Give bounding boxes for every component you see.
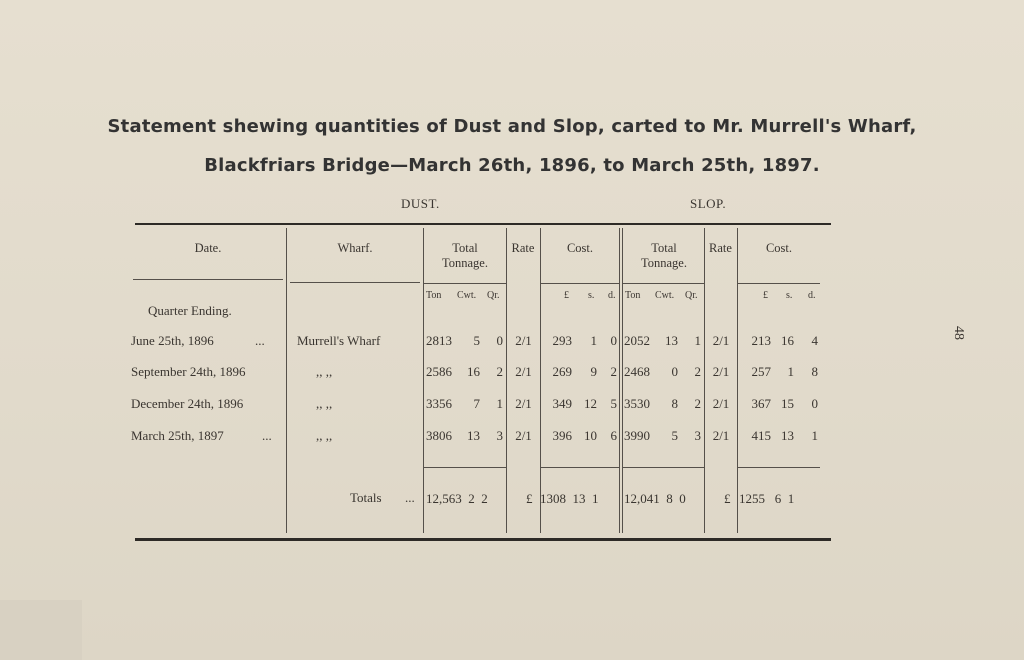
header-wharf: Wharf. — [337, 241, 373, 255]
wharf-header-underline — [290, 282, 420, 283]
slop-qr: 3 — [694, 428, 701, 443]
dust-shillings: 9 — [590, 364, 597, 379]
dust-qr: 3 — [496, 428, 503, 443]
row-wharf: ,, ,, — [316, 364, 333, 379]
row-date: September 24th, 1896 — [131, 364, 246, 379]
row-wharf: ,, ,, — [316, 396, 333, 411]
slop-cwt: 8 — [671, 396, 678, 411]
slop-shillings: 13 — [781, 428, 794, 443]
row-date: June 25th, 1896 — [131, 333, 214, 348]
date-header-underline — [133, 279, 283, 280]
title-line-2: Blackfriars Bridge—March 26th, 1896, to March 25th, 1897. — [204, 155, 820, 176]
dust-qr: 1 — [496, 396, 503, 411]
dust-total-pound-sign: £ — [526, 491, 533, 506]
slop-shillings: 16 — [781, 333, 794, 348]
slop-pence: 4 — [811, 333, 818, 348]
slop-shillings: 15 — [781, 396, 794, 411]
slop-total-cost: 1255 6 1 — [739, 491, 795, 506]
dust-pounds: 293 — [552, 333, 572, 348]
dust-pound-subhead: £ — [564, 290, 569, 301]
slop-ton: 3530 — [624, 396, 650, 411]
slop-pence: 1 — [811, 428, 818, 443]
header-dust-tonnage: Total Tonnage. — [442, 241, 488, 270]
divider-date-wharf — [286, 228, 287, 533]
slop-pounds: 257 — [751, 364, 771, 379]
dust-cwt: 7 — [473, 396, 480, 411]
dust-d-subhead: d. — [608, 290, 616, 301]
dust-pounds: 269 — [552, 364, 572, 379]
dust-shillings: 1 — [590, 333, 597, 348]
slop-cwt: 13 — [665, 333, 678, 348]
slop-ton: 3990 — [624, 428, 650, 443]
slop-qr: 1 — [694, 333, 701, 348]
slop-pence: 8 — [811, 364, 818, 379]
dust-cost-total-rule — [541, 467, 619, 468]
slop-rate: 2/1 — [712, 333, 730, 348]
divider-dust-slop-2 — [622, 228, 623, 533]
dust-ton: 3806 — [426, 428, 452, 443]
row-leader-dots: ... — [255, 333, 265, 348]
divider-slop-rate-cost — [737, 228, 738, 533]
dust-rate: 2/1 — [515, 396, 532, 411]
slop-ton-subhead: Ton — [625, 290, 641, 301]
title-line-1: Statement shewing quantities of Dust and Slop, carted to Mr. Murrell's Wharf, — [107, 116, 917, 137]
table-bottom-rule — [135, 538, 831, 541]
dust-pence: 5 — [610, 396, 617, 411]
row-leader-dots: ... — [262, 428, 272, 443]
slop-pence: 0 — [811, 396, 818, 411]
row-wharf: Murrell's Wharf — [297, 333, 381, 348]
slop-tonnage-underline — [623, 283, 704, 284]
dust-cwt: 5 — [473, 333, 480, 348]
dust-qr-subhead: Qr. — [487, 290, 500, 301]
slop-cwt-subhead: Cwt. — [655, 290, 675, 301]
dust-qr: 0 — [496, 333, 503, 348]
slop-pounds: 415 — [751, 428, 771, 443]
dust-total-cost: 1308 13 1 — [540, 491, 599, 506]
slop-rate: 2/1 — [712, 396, 730, 411]
divider-slop-rate — [704, 228, 705, 533]
dust-cwt-subhead: Cwt. — [457, 290, 477, 301]
slop-rate: 2/1 — [712, 364, 730, 379]
dust-shillings: 12 — [584, 396, 597, 411]
page-number: 48 — [951, 326, 966, 340]
slop-pounds: 213 — [751, 333, 771, 348]
header-dust-rate: Rate — [511, 241, 535, 255]
slop-section-heading: SLOP. — [690, 196, 727, 211]
dust-qr: 2 — [496, 364, 503, 379]
dust-ton: 2586 — [426, 364, 452, 379]
slop-cost-total-rule — [738, 467, 820, 468]
dust-ton: 2813 — [426, 333, 452, 348]
totals-leader-dots: ... — [405, 490, 415, 505]
header-date: Date. — [194, 241, 222, 255]
slop-cwt: 5 — [671, 428, 678, 443]
dust-rate: 2/1 — [515, 428, 532, 443]
header-dust-cost: Cost. — [566, 241, 594, 255]
dust-ton-subhead: Ton — [426, 290, 442, 301]
dust-pounds: 396 — [552, 428, 572, 443]
divider-dust-rate-cost — [540, 228, 541, 533]
paper-corner — [0, 600, 82, 660]
slop-rate: 2/1 — [712, 428, 730, 443]
table-top-rule — [135, 223, 831, 225]
slop-cwt: 0 — [671, 364, 678, 379]
row-date: March 25th, 1897 — [131, 428, 224, 443]
row-wharf: ,, ,, — [316, 428, 333, 443]
dust-ton: 3356 — [426, 396, 452, 411]
dust-rate: 2/1 — [515, 333, 532, 348]
dust-cost-underline — [541, 283, 619, 284]
dust-total-tonnage: 12,563 2 2 — [426, 491, 488, 506]
slop-total-pound-sign: £ — [724, 491, 731, 506]
divider-dust-rate — [506, 228, 507, 533]
dust-pence: 2 — [610, 364, 617, 379]
header-slop-tonnage: Total Tonnage. — [641, 241, 687, 270]
slop-cost-underline — [738, 283, 820, 284]
dust-section-heading: DUST. — [401, 196, 440, 211]
dust-cwt: 13 — [467, 428, 480, 443]
slop-tonnage-total-rule — [623, 467, 704, 468]
dust-shillings: 10 — [584, 428, 597, 443]
dust-pounds: 349 — [552, 396, 572, 411]
slop-d-subhead: d. — [808, 290, 816, 301]
slop-qr: 2 — [694, 396, 701, 411]
slop-ton: 2468 — [624, 364, 650, 379]
slop-qr-subhead: Qr. — [685, 290, 698, 301]
quarter-ending-label: Quarter Ending. — [148, 303, 232, 318]
dust-s-subhead: s. — [588, 290, 595, 301]
slop-ton: 2052 — [624, 333, 650, 348]
slop-total-tonnage: 12,041 8 0 — [624, 491, 686, 506]
header-slop-cost: Cost. — [765, 241, 793, 255]
dust-pence: 0 — [610, 333, 617, 348]
slop-shillings: 1 — [787, 364, 794, 379]
slop-pound-subhead: £ — [763, 290, 768, 301]
row-date: December 24th, 1896 — [131, 396, 244, 411]
dust-tonnage-total-rule — [424, 467, 506, 468]
slop-qr: 2 — [694, 364, 701, 379]
dust-rate: 2/1 — [515, 364, 532, 379]
dust-pence: 6 — [610, 428, 617, 443]
divider-wharf-dust — [423, 228, 424, 533]
divider-dust-slop-1 — [619, 228, 620, 533]
slop-s-subhead: s. — [786, 290, 793, 301]
dust-tonnage-underline — [424, 283, 506, 284]
header-slop-rate: Rate — [709, 241, 732, 255]
totals-label: Totals — [350, 490, 382, 505]
dust-cwt: 16 — [467, 364, 480, 379]
slop-pounds: 367 — [751, 396, 771, 411]
